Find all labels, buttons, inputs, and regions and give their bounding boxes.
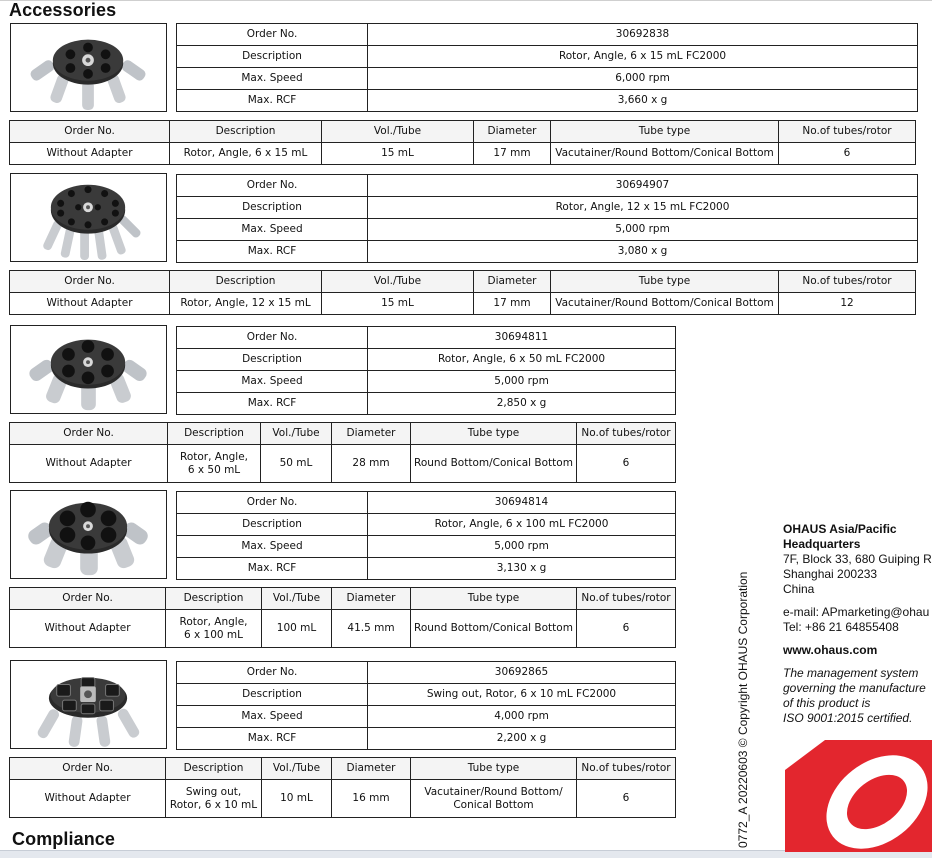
detail-table-1 xyxy=(9,120,916,165)
spec-description-value: Rotor, Angle, 6 x 100 mL FC2000 xyxy=(368,514,676,536)
col-header-diameter: Diameter xyxy=(332,758,411,780)
spec-rcf-value: 2,200 x g xyxy=(368,728,676,750)
col-header-description: Description xyxy=(166,758,262,780)
detail-description-line1: Rotor, Angle, xyxy=(180,450,248,463)
spec-table-5 xyxy=(176,661,676,750)
spec-speed-value: 5,000 rpm xyxy=(368,371,676,393)
copyright-vertical xyxy=(736,572,750,848)
col-header-order: Order No. xyxy=(10,121,170,143)
spec-label-description: Description xyxy=(177,514,368,536)
company-name-line2: Headquarters xyxy=(783,537,861,551)
detail-vol: 100 mL xyxy=(262,610,332,648)
spec-label-order: Order No. xyxy=(177,175,368,197)
cert-line4: ISO 9001:2015 certified. xyxy=(783,711,913,725)
spec-label-speed: Max. Speed xyxy=(177,371,368,393)
detail-order: Without Adapter xyxy=(10,143,170,165)
col-header-description: Description xyxy=(170,121,322,143)
detail-tubes: 6 xyxy=(577,445,676,483)
col-header-description: Description xyxy=(168,423,261,445)
spec-label-rcf: Max. RCF xyxy=(177,728,368,750)
detail-description: Rotor, Angle, 6 x 15 mL xyxy=(170,143,322,165)
spec-speed-value: 4,000 rpm xyxy=(368,706,676,728)
spec-label-rcf: Max. RCF xyxy=(177,241,368,263)
col-header-tubes: No.of tubes/rotor xyxy=(577,758,676,780)
spec-label-speed: Max. Speed xyxy=(177,706,368,728)
spec-label-order: Order No. xyxy=(177,492,368,514)
detail-order: Without Adapter xyxy=(10,445,168,483)
col-header-order: Order No. xyxy=(10,588,166,610)
spec-description-value: Rotor, Angle, 6 x 15 mL FC2000 xyxy=(368,46,918,68)
detail-diameter: 17 mm xyxy=(474,293,551,315)
spec-label-description: Description xyxy=(177,684,368,706)
detail-description xyxy=(166,780,262,818)
spec-rcf-value: 3,130 x g xyxy=(368,558,676,580)
spec-label-order: Order No. xyxy=(177,662,368,684)
col-header-vol: Vol./Tube xyxy=(322,121,474,143)
rotor-photo-4 xyxy=(10,490,167,579)
col-header-diameter: Diameter xyxy=(332,423,411,445)
detail-description xyxy=(168,445,261,483)
detail-description xyxy=(166,610,262,648)
spec-label-speed: Max. Speed xyxy=(177,68,368,90)
spec-order-value: 30694814 xyxy=(368,492,676,514)
col-header-tube-type: Tube type xyxy=(551,121,779,143)
cert-line2: governing the manufacture xyxy=(783,681,926,695)
ohaus-logo-icon xyxy=(785,740,932,852)
col-header-tube-type: Tube type xyxy=(411,758,577,780)
detail-order: Without Adapter xyxy=(10,610,166,648)
col-header-tube-type: Tube type xyxy=(551,271,779,293)
rotor-photo-5 xyxy=(10,660,167,749)
spec-label-rcf: Max. RCF xyxy=(177,393,368,415)
col-header-vol: Vol./Tube xyxy=(322,271,474,293)
spec-description-value: Rotor, Angle, 6 x 50 mL FC2000 xyxy=(368,349,676,371)
col-header-tube-type: Tube type xyxy=(411,423,577,445)
detail-order: Without Adapter xyxy=(10,780,166,818)
detail-order: Without Adapter xyxy=(10,293,170,315)
rotor-swing-out-image xyxy=(11,661,166,748)
spec-rcf-value: 3,080 x g xyxy=(368,241,918,263)
spec-speed-value: 5,000 rpm xyxy=(368,536,676,558)
contact-sidebar xyxy=(783,522,932,726)
detail-description-line1: Swing out, xyxy=(185,785,242,798)
detail-diameter: 41.5 mm xyxy=(332,610,411,648)
accessories-heading: Accessories xyxy=(9,0,117,20)
cert-line1: The management system xyxy=(783,666,919,680)
col-header-vol: Vol./Tube xyxy=(262,758,332,780)
detail-tube-type-line1: Vacutainer/Round Bottom/ xyxy=(424,785,563,798)
spec-speed-value: 6,000 rpm xyxy=(368,68,918,90)
spec-order-value: 30692838 xyxy=(368,24,918,46)
spec-speed-value: 5,000 rpm xyxy=(368,219,918,241)
detail-vol: 50 mL xyxy=(261,445,332,483)
detail-table-2 xyxy=(9,270,916,315)
detail-diameter: 16 mm xyxy=(332,780,411,818)
detail-tubes: 12 xyxy=(779,293,916,315)
tel-text: Tel: +86 21 64855408 xyxy=(783,620,899,634)
detail-description-line2: 6 x 100 mL xyxy=(183,628,244,641)
spec-label-speed: Max. Speed xyxy=(177,536,368,558)
col-header-diameter: Diameter xyxy=(474,271,551,293)
spec-order-value: 30694811 xyxy=(368,327,676,349)
detail-tube-type-line2: Conical Bottom xyxy=(453,798,534,811)
detail-description-line2: 6 x 50 mL xyxy=(187,463,241,476)
spec-label-description: Description xyxy=(177,46,368,68)
detail-description-line1: Rotor, Angle, xyxy=(179,615,248,628)
detail-description: Rotor, Angle, 12 x 15 mL xyxy=(170,293,322,315)
col-header-vol: Vol./Tube xyxy=(262,588,332,610)
address-line3: China xyxy=(783,582,815,596)
spec-table-3 xyxy=(176,326,676,415)
rotor-photo-1 xyxy=(10,23,167,112)
rotor-photo-3 xyxy=(10,325,167,414)
spec-table-4 xyxy=(176,491,676,580)
spec-order-value: 30692865 xyxy=(368,662,676,684)
detail-tube-type: Vacutainer/Round Bottom/Conical Bottom xyxy=(551,293,779,315)
spec-label-description: Description xyxy=(177,349,368,371)
col-header-tubes: No.of tubes/rotor xyxy=(577,588,676,610)
detail-diameter: 28 mm xyxy=(332,445,411,483)
website-link[interactable]: www.ohaus.com xyxy=(783,643,878,657)
col-header-order: Order No. xyxy=(10,271,170,293)
detail-description-line2: Rotor, 6 x 10 mL xyxy=(169,798,258,811)
detail-vol: 10 mL xyxy=(262,780,332,818)
email-text: e-mail: APmarketing@ohau xyxy=(783,605,930,619)
detail-tube-type: Round Bottom/Conical Bottom xyxy=(411,610,577,648)
spec-label-order: Order No. xyxy=(177,327,368,349)
detail-tubes: 6 xyxy=(577,610,676,648)
detail-tube-type: Round Bottom/Conical Bottom xyxy=(411,445,577,483)
spec-rcf-value: 3,660 x g xyxy=(368,90,918,112)
spec-label-order: Order No. xyxy=(177,24,368,46)
col-header-description: Description xyxy=(166,588,262,610)
col-header-vol: Vol./Tube xyxy=(261,423,332,445)
spec-label-rcf: Max. RCF xyxy=(177,90,368,112)
cert-line3: of this product is xyxy=(783,696,871,710)
address-line2: Shanghai 200233 xyxy=(783,567,878,581)
detail-diameter: 17 mm xyxy=(474,143,551,165)
compliance-heading: Compliance xyxy=(12,829,116,849)
rotor-angle-6-image xyxy=(11,24,166,111)
detail-vol: 15 mL xyxy=(322,293,474,315)
copyright-vertical-text: 0772_A 20220603 © Copyright OHAUS Corporation xyxy=(736,571,750,848)
detail-vol: 15 mL xyxy=(322,143,474,165)
col-header-description: Description xyxy=(170,271,322,293)
detail-table-3 xyxy=(9,422,676,483)
rotor-photo-2 xyxy=(10,173,167,262)
detail-tube-type: Vacutainer/Round Bottom/Conical Bottom xyxy=(551,143,779,165)
detail-table-5 xyxy=(9,757,676,818)
spec-label-speed: Max. Speed xyxy=(177,219,368,241)
spec-order-value: 30694907 xyxy=(368,175,918,197)
address-line1: 7F, Block 33, 680 Guiping R xyxy=(783,552,932,566)
col-header-diameter: Diameter xyxy=(332,588,411,610)
spec-table-1 xyxy=(176,23,918,112)
col-header-tube-type: Tube type xyxy=(411,588,577,610)
col-header-order: Order No. xyxy=(10,758,166,780)
detail-tube-type xyxy=(411,780,577,818)
spec-label-rcf: Max. RCF xyxy=(177,558,368,580)
company-name-line1: OHAUS Asia/Pacific xyxy=(783,522,897,536)
rotor-angle-6-50ml-image xyxy=(11,326,166,413)
detail-tubes: 6 xyxy=(779,143,916,165)
detail-table-4 xyxy=(9,587,676,648)
rotor-angle-12-image xyxy=(11,174,166,261)
col-header-order: Order No. xyxy=(10,423,168,445)
spec-label-description: Description xyxy=(177,197,368,219)
spec-table-2 xyxy=(176,174,918,263)
col-header-tubes: No.of tubes/rotor xyxy=(779,271,916,293)
rotor-angle-6-100ml-image xyxy=(11,491,166,578)
spec-description-value: Rotor, Angle, 12 x 15 mL FC2000 xyxy=(368,197,918,219)
spec-description-value: Swing out, Rotor, 6 x 10 mL FC2000 xyxy=(368,684,676,706)
detail-tubes: 6 xyxy=(577,780,676,818)
spec-rcf-value: 2,850 x g xyxy=(368,393,676,415)
col-header-tubes: No.of tubes/rotor xyxy=(779,121,916,143)
col-header-tubes: No.of tubes/rotor xyxy=(577,423,676,445)
col-header-diameter: Diameter xyxy=(474,121,551,143)
